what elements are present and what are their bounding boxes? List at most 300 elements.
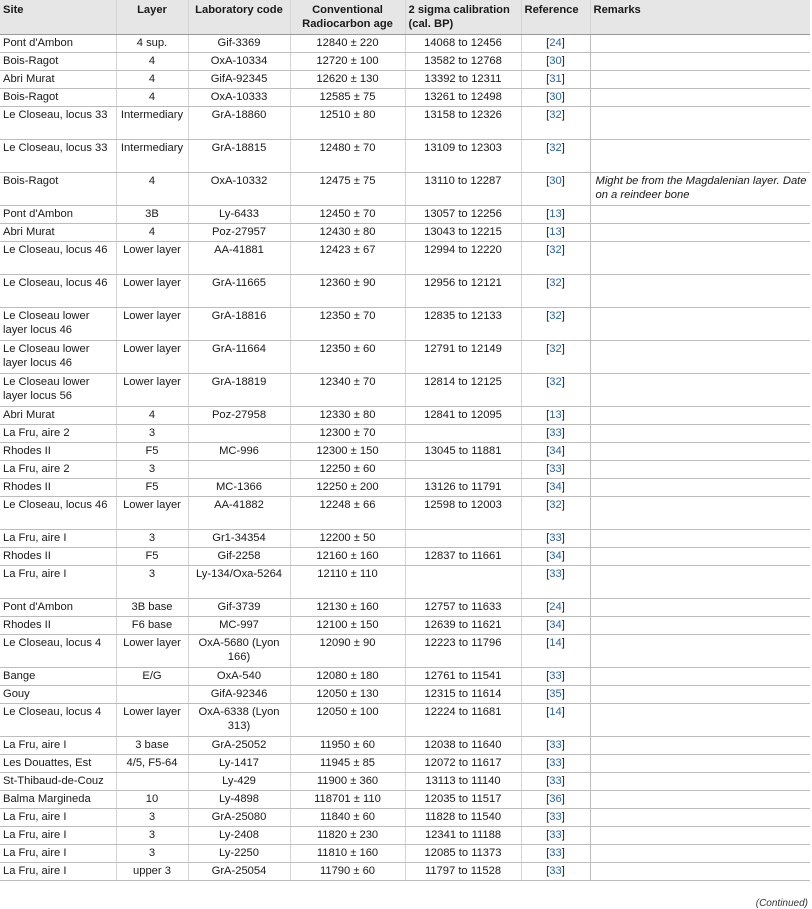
remarks-cell (590, 107, 810, 140)
lab-code-cell (188, 461, 290, 479)
site-cell: Pont d'Ambon (0, 206, 116, 224)
age-cell: 11945 ± 85 (290, 755, 405, 773)
age-cell: 12620 ± 130 (290, 71, 405, 89)
layer-cell: Lower layer (116, 374, 188, 407)
lab-code-cell: GrA-25054 (188, 863, 290, 881)
lab-code-cell: Ly-1417 (188, 755, 290, 773)
reference-cell: [34] (521, 548, 590, 566)
reference-link[interactable]: 13 (549, 208, 562, 220)
lab-code-cell: Ly-6433 (188, 206, 290, 224)
site-cell: Bois-Ragot (0, 173, 116, 206)
site-cell: Bois-Ragot (0, 53, 116, 71)
remarks-cell (590, 308, 810, 341)
layer-cell: Lower layer (116, 635, 188, 668)
remarks-cell (590, 548, 810, 566)
calibration-cell: 12841 to 12095 (405, 407, 521, 425)
reference-cell: [24] (521, 599, 590, 617)
layer-cell: F5 (116, 443, 188, 461)
layer-cell: 4 (116, 71, 188, 89)
layer-cell: Intermediary (116, 107, 188, 140)
lab-code-cell: OxA-10333 (188, 89, 290, 107)
age-cell: 12200 ± 50 (290, 530, 405, 548)
layer-cell (116, 773, 188, 791)
age-cell: 12840 ± 220 (290, 35, 405, 53)
calibration-cell: 12761 to 11541 (405, 668, 521, 686)
reference-cell: [33] (521, 773, 590, 791)
reference-link[interactable]: 33 (549, 757, 562, 769)
table-row (0, 71, 810, 89)
age-cell: 12450 ± 70 (290, 206, 405, 224)
remarks-cell (590, 755, 810, 773)
site-cell: Abri Murat (0, 71, 116, 89)
age-cell: 12248 ± 66 (290, 497, 405, 530)
reference-cell: [33] (521, 845, 590, 863)
reference-link[interactable]: 24 (549, 601, 562, 613)
remarks-cell (590, 809, 810, 827)
remarks-cell (590, 35, 810, 53)
reference-link[interactable]: 33 (549, 847, 562, 859)
reference-cell: [34] (521, 443, 590, 461)
lab-code-cell: OxA-10332 (188, 173, 290, 206)
calibration-cell: 13110 to 12287 (405, 173, 521, 206)
layer-cell: 3B base (116, 599, 188, 617)
continued-note: (Continued) (755, 898, 808, 909)
site-cell: La Fru, aire I (0, 809, 116, 827)
reference-link[interactable]: 33 (549, 532, 562, 544)
header-reference: Reference (521, 0, 590, 35)
lab-code-cell: Ly-2250 (188, 845, 290, 863)
layer-cell: 10 (116, 791, 188, 809)
reference-cell: [31] (521, 71, 590, 89)
age-cell: 12720 ± 100 (290, 53, 405, 71)
reference-cell: [13] (521, 206, 590, 224)
lab-code-cell: GifA-92346 (188, 686, 290, 704)
table-row (0, 308, 810, 341)
table-row (0, 425, 810, 443)
site-cell: Abri Murat (0, 407, 116, 425)
table-row (0, 599, 810, 617)
site-cell: Rhodes II (0, 443, 116, 461)
remarks-cell (590, 599, 810, 617)
reference-link[interactable]: 13 (549, 409, 562, 421)
calibration-cell: 12035 to 11517 (405, 791, 521, 809)
reference-link[interactable]: 33 (549, 739, 562, 751)
lab-code-cell: MC-1366 (188, 479, 290, 497)
remarks-cell (590, 224, 810, 242)
layer-cell: 3 (116, 827, 188, 845)
remarks-cell (590, 479, 810, 497)
site-cell: La Fru, aire I (0, 827, 116, 845)
table-row (0, 206, 810, 224)
reference-link[interactable]: 14 (549, 706, 562, 718)
layer-cell: 3 (116, 530, 188, 548)
reference-link[interactable]: 33 (549, 463, 562, 475)
header-site: Site (0, 0, 116, 35)
reference-cell: [33] (521, 425, 590, 443)
table-row (0, 341, 810, 374)
header-lab-code: Laboratory code (188, 0, 290, 35)
reference-link[interactable]: 34 (549, 445, 562, 457)
reference-cell: [34] (521, 617, 590, 635)
layer-cell: 3 base (116, 737, 188, 755)
table-row (0, 827, 810, 845)
reference-cell: [32] (521, 242, 590, 275)
reference-link[interactable]: 32 (549, 244, 562, 256)
layer-cell: 3B (116, 206, 188, 224)
age-cell: 12130 ± 160 (290, 599, 405, 617)
reference-link[interactable]: 33 (549, 427, 562, 439)
site-cell: La Fru, aire I (0, 845, 116, 863)
table-row (0, 704, 810, 737)
site-cell: Pont d'Ambon (0, 35, 116, 53)
age-cell: 12300 ± 150 (290, 443, 405, 461)
remarks-cell (590, 773, 810, 791)
layer-cell: Lower layer (116, 308, 188, 341)
calibration-cell: 13582 to 12768 (405, 53, 521, 71)
age-cell: 12050 ± 130 (290, 686, 405, 704)
age-cell: 11790 ± 60 (290, 863, 405, 881)
site-cell: St-Thibaud-de-Couz (0, 773, 116, 791)
reference-link[interactable]: 35 (549, 688, 562, 700)
lab-code-cell: GrA-18815 (188, 140, 290, 173)
reference-link[interactable]: 33 (549, 568, 562, 580)
table-row (0, 773, 810, 791)
site-cell: Balma Margineda (0, 791, 116, 809)
reference-cell: [33] (521, 809, 590, 827)
layer-cell: 4 (116, 224, 188, 242)
table-row (0, 275, 810, 308)
age-cell: 12300 ± 70 (290, 425, 405, 443)
reference-link[interactable]: 32 (549, 310, 562, 322)
table-row (0, 89, 810, 107)
site-cell: Gouy (0, 686, 116, 704)
reference-link[interactable]: 30 (549, 91, 562, 103)
calibration-cell: 13158 to 12326 (405, 107, 521, 140)
reference-cell: [30] (521, 53, 590, 71)
reference-link[interactable]: 32 (549, 142, 562, 154)
header-calibration: 2 sigma calibration (cal. BP) (405, 0, 521, 35)
remarks-cell (590, 617, 810, 635)
lab-code-cell: Gif-3369 (188, 35, 290, 53)
table-row (0, 53, 810, 71)
lab-code-cell: GifA-92345 (188, 71, 290, 89)
table-row (0, 224, 810, 242)
age-cell: 12100 ± 150 (290, 617, 405, 635)
lab-code-cell: OxA-10334 (188, 53, 290, 71)
reference-link[interactable]: 32 (549, 343, 562, 355)
lab-code-cell: GrA-25080 (188, 809, 290, 827)
reference-link[interactable]: 31 (549, 73, 562, 85)
site-cell: La Fru, aire 2 (0, 461, 116, 479)
reference-cell: [32] (521, 308, 590, 341)
reference-cell: [32] (521, 341, 590, 374)
age-cell: 12250 ± 200 (290, 479, 405, 497)
age-cell: 11820 ± 230 (290, 827, 405, 845)
age-cell: 12340 ± 70 (290, 374, 405, 407)
reference-cell: [32] (521, 107, 590, 140)
layer-cell: 3 (116, 425, 188, 443)
remarks-cell (590, 242, 810, 275)
age-cell: 12423 ± 67 (290, 242, 405, 275)
layer-cell: 4 sup. (116, 35, 188, 53)
remarks-cell (590, 53, 810, 71)
calibration-cell: 12814 to 12125 (405, 374, 521, 407)
lab-code-cell: GrA-18819 (188, 374, 290, 407)
remarks-cell (590, 737, 810, 755)
table-row (0, 140, 810, 173)
layer-cell: 4/5, F5-64 (116, 755, 188, 773)
age-cell: 12510 ± 80 (290, 107, 405, 140)
table-row (0, 566, 810, 599)
remarks-cell: Might be from the Magdalenian layer. Date on a reindeer bone (590, 173, 810, 206)
table-row (0, 530, 810, 548)
remarks-cell (590, 461, 810, 479)
remarks-cell (590, 668, 810, 686)
calibration-cell: 13109 to 12303 (405, 140, 521, 173)
reference-cell: [32] (521, 275, 590, 308)
lab-code-cell: OxA-540 (188, 668, 290, 686)
reference-link[interactable]: 24 (549, 37, 562, 49)
calibration-cell: 12837 to 11661 (405, 548, 521, 566)
lab-code-cell: Poz-27958 (188, 407, 290, 425)
table-row (0, 863, 810, 881)
table-row (0, 479, 810, 497)
lab-code-cell (188, 425, 290, 443)
remarks-cell (590, 206, 810, 224)
calibration-cell: 12341 to 11188 (405, 827, 521, 845)
calibration-cell: 12757 to 11633 (405, 599, 521, 617)
table-row (0, 737, 810, 755)
age-cell: 12110 ± 110 (290, 566, 405, 599)
site-cell: La Fru, aire I (0, 566, 116, 599)
layer-cell: Lower layer (116, 242, 188, 275)
reference-cell: [33] (521, 827, 590, 845)
layer-cell: 3 (116, 845, 188, 863)
remarks-cell (590, 704, 810, 737)
lab-code-cell: AA-41881 (188, 242, 290, 275)
age-cell: 11810 ± 160 (290, 845, 405, 863)
site-cell: Le Closeau lower layer locus 56 (0, 374, 116, 407)
remarks-cell (590, 686, 810, 704)
age-cell: 12160 ± 160 (290, 548, 405, 566)
calibration-cell (405, 530, 521, 548)
site-cell: Le Closeau, locus 4 (0, 704, 116, 737)
site-cell: La Fru, aire 2 (0, 425, 116, 443)
site-cell: Le Closeau, locus 46 (0, 242, 116, 275)
reference-link[interactable]: 34 (549, 550, 562, 562)
layer-cell: E/G (116, 668, 188, 686)
age-cell: 12350 ± 60 (290, 341, 405, 374)
site-cell: Le Closeau, locus 33 (0, 140, 116, 173)
table-row (0, 845, 810, 863)
reference-link[interactable]: 30 (549, 55, 562, 67)
lab-code-cell: Gif-3739 (188, 599, 290, 617)
reference-cell: [33] (521, 668, 590, 686)
reference-cell: [30] (521, 89, 590, 107)
table-row (0, 635, 810, 668)
reference-link[interactable]: 30 (549, 175, 562, 187)
lab-code-cell: MC-996 (188, 443, 290, 461)
lab-code-cell: Ly-134/Oxa-5264 (188, 566, 290, 599)
lab-code-cell: GrA-25052 (188, 737, 290, 755)
layer-cell: 3 (116, 566, 188, 599)
header-layer: Layer (116, 0, 188, 35)
reference-link[interactable]: 32 (549, 376, 562, 388)
reference-link[interactable]: 34 (549, 619, 562, 631)
reference-link[interactable]: 36 (549, 793, 562, 805)
layer-cell: F5 (116, 479, 188, 497)
calibration-cell: 12598 to 12003 (405, 497, 521, 530)
age-cell: 12430 ± 80 (290, 224, 405, 242)
calibration-cell: 12315 to 11614 (405, 686, 521, 704)
reference-link[interactable]: 34 (549, 481, 562, 493)
reference-cell: [33] (521, 863, 590, 881)
calibration-cell: 14068 to 12456 (405, 35, 521, 53)
lab-code-cell: MC-997 (188, 617, 290, 635)
remarks-cell (590, 791, 810, 809)
site-cell: La Fru, aire I (0, 530, 116, 548)
site-cell: Le Closeau lower layer locus 46 (0, 308, 116, 341)
reference-cell: [32] (521, 140, 590, 173)
table-row (0, 791, 810, 809)
reference-cell: [36] (521, 791, 590, 809)
calibration-cell: 12224 to 11681 (405, 704, 521, 737)
reference-link[interactable]: 32 (549, 277, 562, 289)
remarks-cell (590, 407, 810, 425)
reference-link[interactable]: 33 (549, 865, 562, 877)
site-cell: Abri Murat (0, 224, 116, 242)
site-cell: Bange (0, 668, 116, 686)
age-cell: 11900 ± 360 (290, 773, 405, 791)
layer-cell: Lower layer (116, 275, 188, 308)
calibration-cell: 12085 to 11373 (405, 845, 521, 863)
calibration-cell: 11797 to 11528 (405, 863, 521, 881)
lab-code-cell: GrA-18860 (188, 107, 290, 140)
table-header (0, 0, 810, 35)
remarks-cell (590, 341, 810, 374)
remarks-cell (590, 275, 810, 308)
site-cell: Bois-Ragot (0, 89, 116, 107)
table-body (0, 35, 810, 881)
table-row (0, 668, 810, 686)
layer-cell: Lower layer (116, 497, 188, 530)
remarks-cell (590, 530, 810, 548)
calibration-cell: 12791 to 12149 (405, 341, 521, 374)
lab-code-cell: GrA-18816 (188, 308, 290, 341)
reference-link[interactable]: 32 (549, 109, 562, 121)
header-remarks: Remarks (590, 0, 810, 35)
reference-link[interactable]: 33 (549, 775, 562, 787)
calibration-cell (405, 566, 521, 599)
remarks-cell (590, 497, 810, 530)
reference-cell: [33] (521, 461, 590, 479)
table-row (0, 548, 810, 566)
age-cell: 12330 ± 80 (290, 407, 405, 425)
age-cell: 118701 ± 110 (290, 791, 405, 809)
table-row (0, 407, 810, 425)
remarks-cell (590, 863, 810, 881)
reference-cell: [33] (521, 755, 590, 773)
lab-code-cell: OxA-6338 (Lyon 313) (188, 704, 290, 737)
calibration-cell (405, 425, 521, 443)
calibration-cell: 11828 to 11540 (405, 809, 521, 827)
site-cell: Rhodes II (0, 617, 116, 635)
age-cell: 12080 ± 180 (290, 668, 405, 686)
layer-cell: Intermediary (116, 140, 188, 173)
layer-cell (116, 686, 188, 704)
age-cell: 12475 ± 75 (290, 173, 405, 206)
table-row (0, 617, 810, 635)
reference-cell: [33] (521, 566, 590, 599)
layer-cell: upper 3 (116, 863, 188, 881)
site-cell: La Fru, aire I (0, 737, 116, 755)
reference-cell: [13] (521, 407, 590, 425)
calibration-cell: 12835 to 12133 (405, 308, 521, 341)
site-cell: Le Closeau, locus 4 (0, 635, 116, 668)
reference-cell: [14] (521, 704, 590, 737)
layer-cell: Lower layer (116, 341, 188, 374)
calibration-cell: 13045 to 11881 (405, 443, 521, 461)
site-cell: Le Closeau lower layer locus 46 (0, 341, 116, 374)
header-conventional-age: Conventional Radiocarbon age (290, 0, 405, 35)
reference-link[interactable]: 32 (549, 499, 562, 511)
layer-cell: Lower layer (116, 704, 188, 737)
age-cell: 11840 ± 60 (290, 809, 405, 827)
calibration-cell (405, 461, 521, 479)
calibration-cell: 12072 to 11617 (405, 755, 521, 773)
layer-cell: 4 (116, 89, 188, 107)
layer-cell: 4 (116, 53, 188, 71)
reference-link[interactable]: 13 (549, 226, 562, 238)
age-cell: 12480 ± 70 (290, 140, 405, 173)
layer-cell: F5 (116, 548, 188, 566)
remarks-cell (590, 89, 810, 107)
layer-cell: 3 (116, 809, 188, 827)
calibration-cell: 12639 to 11621 (405, 617, 521, 635)
age-cell: 11950 ± 60 (290, 737, 405, 755)
table-row (0, 242, 810, 275)
remarks-cell (590, 140, 810, 173)
reference-cell: [24] (521, 35, 590, 53)
remarks-cell (590, 425, 810, 443)
site-cell: Le Closeau, locus 46 (0, 497, 116, 530)
reference-link[interactable]: 33 (549, 811, 562, 823)
reference-link[interactable]: 14 (549, 637, 562, 649)
age-cell: 12090 ± 90 (290, 635, 405, 668)
reference-cell: [34] (521, 479, 590, 497)
age-cell: 12360 ± 90 (290, 275, 405, 308)
calibration-cell: 12994 to 12220 (405, 242, 521, 275)
calibration-cell: 13113 to 11140 (405, 773, 521, 791)
reference-cell: [33] (521, 530, 590, 548)
age-cell: 12350 ± 70 (290, 308, 405, 341)
layer-cell: F6 base (116, 617, 188, 635)
remarks-cell (590, 374, 810, 407)
calibration-cell: 12956 to 12121 (405, 275, 521, 308)
site-cell: Le Closeau, locus 33 (0, 107, 116, 140)
reference-link[interactable]: 33 (549, 670, 562, 682)
layer-cell: 3 (116, 461, 188, 479)
table-row (0, 809, 810, 827)
lab-code-cell: Poz-27957 (188, 224, 290, 242)
site-cell: Les Douattes, Est (0, 755, 116, 773)
remarks-cell (590, 71, 810, 89)
reference-link[interactable]: 33 (549, 829, 562, 841)
table-row (0, 461, 810, 479)
calibration-cell: 13261 to 12498 (405, 89, 521, 107)
lab-code-cell: Gif-2258 (188, 548, 290, 566)
table-row (0, 35, 810, 53)
